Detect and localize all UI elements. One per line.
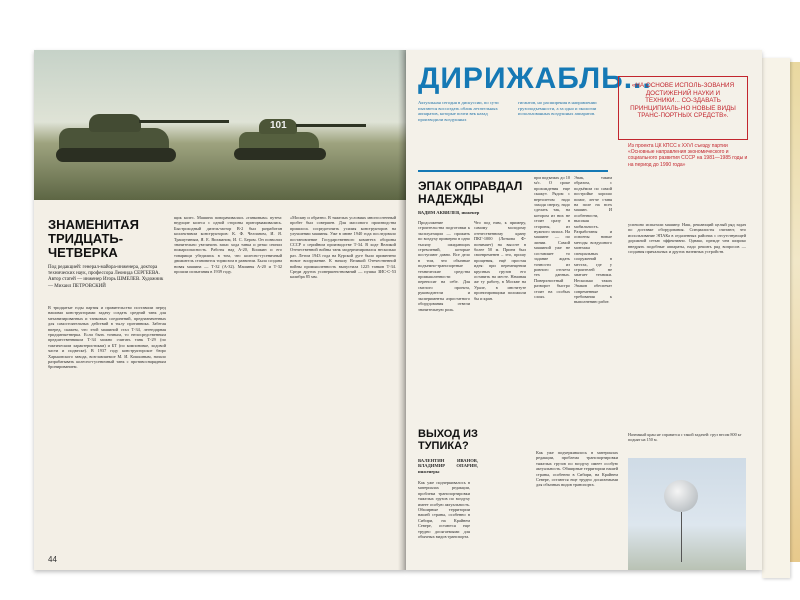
blue-rule [418,170,608,172]
far-right-column: успешно испытали машину. Наш, решающий целый ряд задач по доставке оборудования. Специалисты считают, что использование ЭПАКа в отдаленных районах с отсутствующей дорожной сетью эффективно. Однако, прежде чем широко внедрять подобные аппараты, надо решить ряд вопросов — создания причальных и других наземных устройств. [628,222,746,255]
article1-title: ЭПАК ОПРАВДАЛ НАДЕЖДЫ [418,179,523,206]
section-title: ДИРИЖАБЛЬ... [418,62,652,95]
left-column-3: «Москву и обратно. В тяжелых условиях многосотенный пробег был совершен. Для массового производства пришлось сосредоточить усилия конструкторов на улучшении машины. Уже в июне 1940 года последовало постановление Государственного комитета обороны СССР о серийном производстве Т-34. В ходе Великой Отечественной войны танк модернизировался несколько раз. Летом 1943 года на Курской дуге было применено новое вооружение. К началу Великой Отечественной войны промышленность выпустила 1225 танков Т-34. Среди других усовершенствований — пушка ЗИС-С-53 калибра 85 мм. [290,215,396,280]
article-title: ЗНАМЕНИТАЯ ТРИДЦАТЬ-ЧЕТВЕРКА [48,217,140,260]
article2-col1-text: Как уже подчеркивалось в материалах редакции, проблема транспортировки тяжелых грузов по воздуху имеет особую актуальность. Обширные территории нашей страны, особенно в Сибири, на Крайнем Севере, остаются еще трудно досягаемыми для обычных видов транспорта. [418,480,470,540]
left-column-1: В тридцатые годы партия и правительство поставили перед нашими конструкторами задачу создать средний танк для механизированных и танковых соединений, предназначенных для самостоятельных действий в тылу противника. Забегая вперед, скажем, что этой машиной стал Т-34, легендарная тридцатьчетверка. Если быть точным, то непосредственным предшественником Т-34 можно считать танк Т-29 (по тактическим характеристикам) и БТ (по компоновке, ходовой части и подвеске). В 1937 году конструкторское бюро Харьковского завода, возглавляемое М. И. Кошкиным, начало разрабатывать колесно-гусеничный танк с противоснарядным бронированием. [48,305,166,370]
balloon-photo [628,458,746,570]
balloon-envelope [664,480,698,512]
article1-col1: Продолжение строительства подготовки к эксплуатации — прожить по воздуху примерно в одно тысячу ожидающих стремлений, которые поступают давно. Все дело в том, что обычные подъемно-транспортные технические средства промышленности переносят на себе. Для смелого проекта, руководители и эксперименты аэростатного оборудования отвели значительную роль. [418,220,470,312]
article1-col2: Что под ним, к примеру, самому молодому отечественному крану ПКГ-1000 (Лоткова Ф-понимает) на высоте в более 50 м. Прием был своевременен – это, прошу прощения, ещё простая идея: при перемещении крупных грузов его оставить на месте. Начиная же ту работу, в Москве на Урале, в институте проектировщики положили бы и кран. [474,220,526,301]
lead-text-right: гигантов, но расширения в направлении грузоподъемности, а за одно и экологии использованных воздушных аппаратов. [518,100,597,117]
left-page [34,50,406,570]
party-quote: «НА ОСНОВЕ ИСПОЛЬ-ЗОВАНИЯ ДОСТИЖЕНИЙ НАУКИ И ТЕХНИКИ... СО-ЗДАВАТЬ ПРИНЦИПИАЛЬ-НО НОВЫЕ ВИДЫ ТРАНС-ПОРТНЫХ СРЕДСТВ». [630,82,736,119]
photo-caption: Наземный кран не справится с такой задачей: груз весом 800 кг поднят на 150 м. [628,432,742,443]
lead-text-left: Актуальная сегодня в дискуссии, по сути пытаются воссоздать облик летательных аппаратов, которые почти век назад производили воздушных [418,100,499,122]
article1-author: ВАДИМ АКВИЛЕВ, инженер [418,210,480,215]
tank-turret-number: 101 [270,120,287,131]
next-page-edge [762,58,790,578]
left-column-2: щик колес. Машина поворачивалась «танковым» путем: ведущие колеса с одной стороны притормаживались. Быстроходный дизель-мотор В-2 был разработан коллективом конструкторов: К. Ф. Челпаном, И. Я. Трашутиным, Я. Е. Вихманом, И. С. Бером. Он позволил значительно увеличить запас хода танка и резко снизил пожароопасность. Работы над А-20, Кошкин и его товарищи убедились в том, что колесно-гусеничный движитель становится тормозом в развитии. Была создана новая машина — Т-32 (А-32). Машины А-20 и Т-32 прошли испытания в 1939 году. [174,215,282,275]
tether-line [681,512,682,562]
tank-photo [34,50,406,200]
article2-author: ВАЛЕНТИН ИВАНОВ, ВЛАДИМИР ОПАРИН, инженеры [418,458,478,474]
article1-col3: при подъемах до 10 м/с. О сроке прохождения еще скажут. Рядом с вертолетом надо заходя сверху, надо сделать так, на котором из них не стоит сразу в стороны, из нужного запаса. На машине — по линии. Самой машиной уже не составляет то задание ждать точности из ровного отсчета тех данных. Поверхностный разворот быстро стоит на особых слоях. [534,175,570,299]
page-number: 44 [48,555,57,564]
quote-source: Из проекта ЦК КПСС к XXVI съезду партии «Основные направления экономического и социального развития СССР на 1981—1985 годы и на период до 1990 года» [628,143,748,168]
magazine-spread [14,50,790,590]
article2-col2-text: Как уже подчеркивалось в материалах редакции, проблема транспортировки тяжелых грузов по воздуху имеет особую актуальность. Обширные территории нашей страны, особенно в Сибири, на Крайнем Севере, остаются еще трудно досягаемыми для обычных видов транспорта. [536,450,618,488]
article1-col4: Эпак, таким образом, с подъёмом по самой постройке хорошо помог, легче ставя на поле на всех машин. И особенности, высокая мобильность. Разработаны и освоены новые методы воздушного монтажа специальных сооружений в местах, где у строителей не хватает техники. Несколько таких Эпаков обеспечат современные требования к выполнению работ. [574,175,612,305]
right-page [406,50,762,570]
article-byline: Под редакцией: генерал-майора-инженера, доктора технических наук, профессора Леонида СЕРГЕЕВА. Автор статей — инженер Игорь ШМЕЛЕВ. Художник — Михаил ПЕТРОВСКИЙ [48,265,164,289]
article2-title: ВЫХОД ИЗ ТУПИКА? [418,428,478,452]
